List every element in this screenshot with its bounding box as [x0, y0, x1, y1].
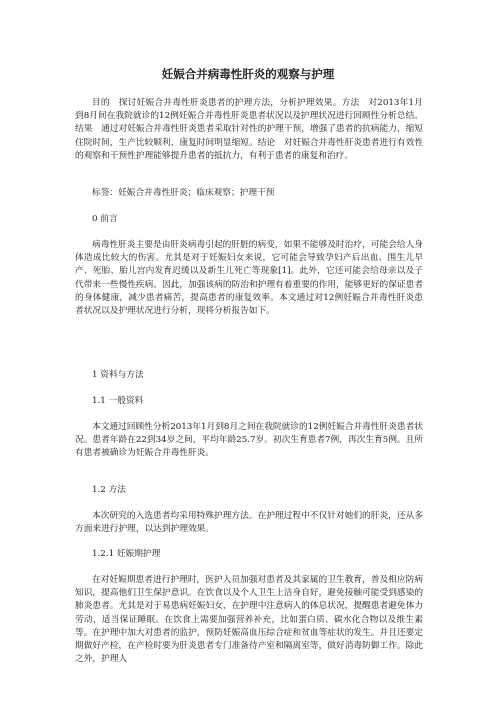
- section-heading-preface: [75, 213, 423, 226]
- methods-paragraph: [75, 510, 423, 536]
- abstract: [75, 97, 423, 163]
- pregnancy-care-paragraph: [75, 574, 423, 666]
- keywords: [75, 187, 423, 200]
- section-heading-text: 1 资料与方法: [92, 370, 144, 380]
- section-heading-general-info: [75, 395, 423, 408]
- section-heading-text: 0 前言: [92, 214, 118, 224]
- section-heading-text: 1.2.1 妊娠期护理: [92, 549, 161, 559]
- section-heading-methods: [75, 484, 423, 497]
- paragraph-text: 本文通过回顾性分析2013年1月到8月之间在我院就诊的12例妊娠合并毒性肝炎患者状况。患者年龄在22到34岁之间，平均年龄25.7岁。初次生育患者7例，再次生育5例。且所有患者被确诊为妊娠合并毒性肝炎。: [75, 422, 423, 459]
- section-heading-materials-methods: [75, 369, 423, 382]
- intro-paragraph: [75, 239, 423, 318]
- paragraph-text: 病毒性肝炎主要是由肝炎病毒引起的肝脏的病变，如果不能够及时治疗，可能会给人身体造成比较大的伤害。尤其是对于妊娠妇女来说，它可能会导致孕妇产后出血、围生儿早产、死胎、胎儿宫内发育迟缓以及新生儿死亡等现象[1]。此外，它还可能会给母亲以及子代带来一些慢性疾病。因此，加强该病的防治和护理有着重要的作用，能够更好的保证患者的身体健康，减少患者痛苦，提高患者的康复效率。本文通过对12例妊娠合并毒性肝炎患者状况以及护理状况进行分析，现将分析报告如下。: [75, 240, 423, 317]
- general-info-paragraph: [75, 421, 423, 461]
- abstract-text: 目的 探讨妊娠合并毒性肝炎患者的护理方法，分析护理效果。方法 对2013年1月到8月间在我院就诊的12例妊娠合并毒性肝炎患者状况以及护理状况进行回顾性分析总结。结果 通过对妊娠合并毒性肝炎患者采取针对性的护理干预，增强了患者的抗病能力，缩短住院时间，生产比较顺利，康复时间明显缩短。结论 对妊娠合并毒性肝炎患者进行有效性的观察和干预性护理能够提升患者的抵抗力，有利于患者的康复和治疗。: [75, 98, 423, 161]
- section-heading-text: 1.2 方法: [92, 485, 126, 495]
- paper-title: 妊娠合并病毒性肝炎的观察与护理: [161, 67, 335, 81]
- keywords-text: 标签：妊娠合并毒性肝炎；临床观察；护理干预: [92, 188, 275, 198]
- section-heading-text: 1.1 一般资料: [92, 396, 144, 406]
- paragraph-text: 在对妊娠期患者进行护理时，医护人员加强对患者及其家属的卫生教育，普及相应防病知识，提高他们卫生保护意识。在饮食以及个人卫生上洁身自好，避免接触可能受到感染的肺炎患者。尤其是对于易患病妊娠妇女，在护理中注意病人的体息状况，提醒患者避免体力劳动，适当保证睡眠。在饮食上需要加强营养补充，比如蛋白质、碳水化合物以及维生素等。在护理中加大对患者的监护，预防妊娠高血压综合症和贫血等症状的发生。并且还要定期做好产检，在产检时要为肝炎患者专门准备待产室和隔离室等，做好消毒防御工作。除此之外，护理人: [75, 575, 423, 665]
- paragraph-text: 本次研究的入选患者均采用特殊护理方法。在护理过程中不仅针对她们的肝炎，还从多方面来进行护理，以达到护理效果。: [75, 511, 423, 535]
- section-heading-pregnancy-care: [75, 548, 423, 561]
